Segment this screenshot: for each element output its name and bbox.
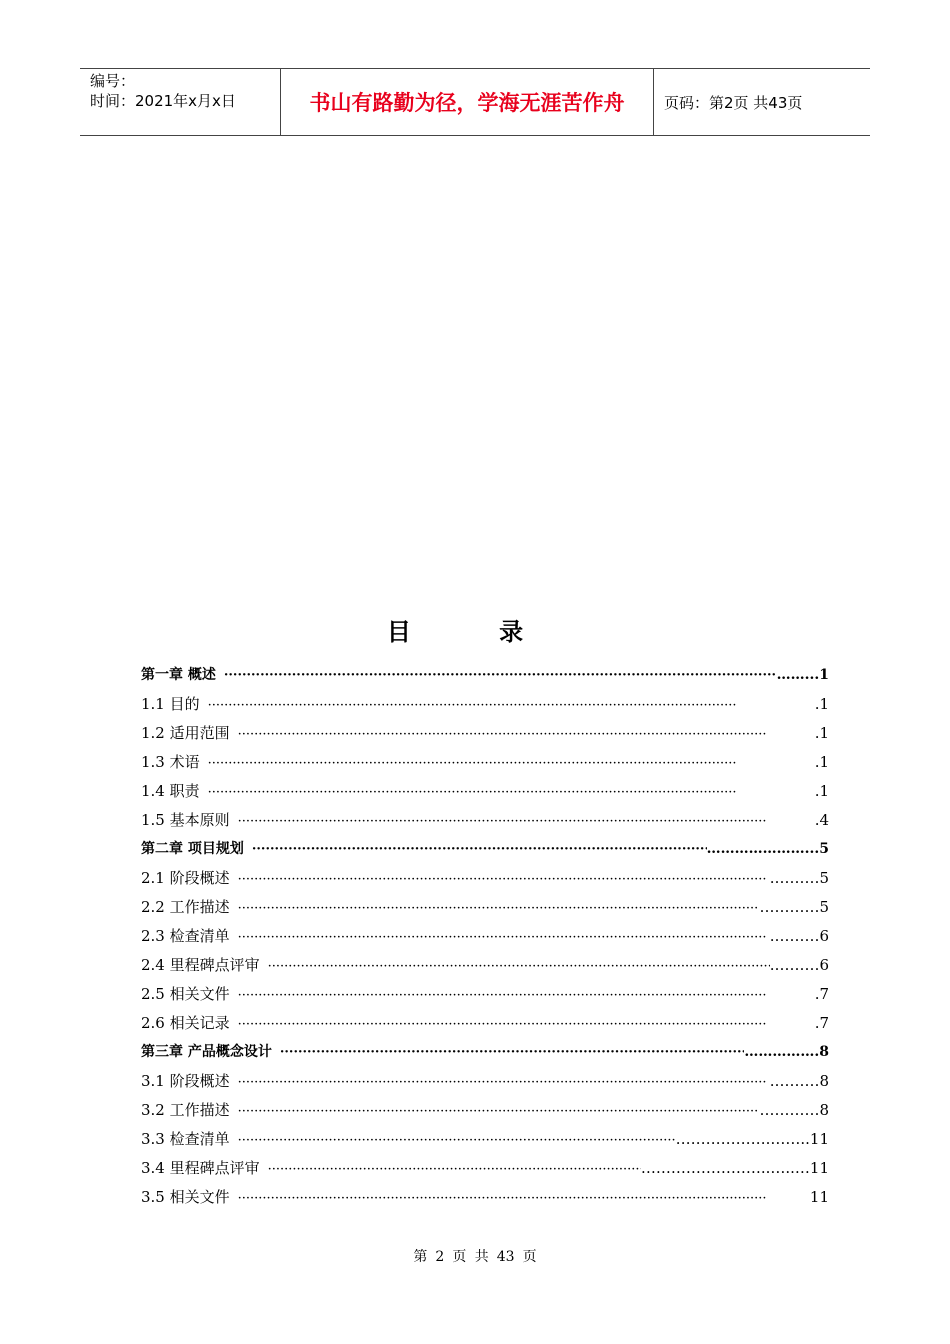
toc-entry-label: 3.3 检查清单 xyxy=(141,1130,230,1148)
toc-chapter-entry[interactable] xyxy=(141,664,829,693)
toc-entry-label: 3.1 阶段概述 xyxy=(141,1072,230,1090)
toc-entry-page: .1 xyxy=(814,724,829,742)
toc-dot-leader xyxy=(268,1162,641,1177)
document-time-label: 时间：2021年x月x日 xyxy=(90,92,236,110)
toc-section-entry[interactable] xyxy=(141,1157,829,1186)
toc-section-entry[interactable] xyxy=(141,954,829,983)
toc-entry-page: …………………...5 xyxy=(706,841,829,857)
toc-dot-leader xyxy=(208,698,815,713)
toc-section-entry[interactable] xyxy=(141,983,829,1012)
toc-entry-page: .4 xyxy=(814,811,829,829)
toc-section-entry[interactable] xyxy=(141,1012,829,1041)
toc-entry-label: 第三章 产品概念设计 xyxy=(141,1044,272,1060)
toc-entry-label: 2.1 阶段概述 xyxy=(141,869,230,887)
toc-entry-page: ……………….……..11 xyxy=(675,1130,829,1148)
footer-page-number: 2 xyxy=(435,1249,445,1265)
document-number-label: 编号： xyxy=(90,72,136,90)
toc-entry-label: 2.4 里程碑点评审 xyxy=(141,956,260,974)
toc-entry-label: 3.4 里程碑点评审 xyxy=(141,1159,260,1177)
footer-prefix: 第 xyxy=(413,1249,428,1265)
toc-entry-label: 1.2 适用范围 xyxy=(141,724,230,742)
header-motto: 书山有路勤为径，学海无涯苦作舟 xyxy=(281,69,654,135)
toc-dot-leader xyxy=(238,930,770,945)
toc-dot-leader xyxy=(238,872,770,887)
toc-dot-leader xyxy=(238,1017,815,1032)
toc-entry-page: .7 xyxy=(814,985,829,1003)
toc-section-entry[interactable] xyxy=(141,1186,829,1215)
toc-dot-leader xyxy=(252,842,707,857)
toc-title: 目 录 xyxy=(386,618,564,646)
toc-section-entry[interactable] xyxy=(141,693,829,722)
header-meta xyxy=(80,69,281,135)
toc-entry-page: .………6 xyxy=(769,927,829,945)
toc-entry-label: 1.1 目的 xyxy=(141,695,200,713)
toc-entry-label: 3.5 相关文件 xyxy=(141,1188,230,1206)
footer-middle: 页 共 xyxy=(452,1249,489,1265)
toc-dot-leader xyxy=(238,1104,760,1119)
toc-entry-label: 第二章 项目规划 xyxy=(141,841,244,857)
toc-entry-page: …………….8 xyxy=(744,1044,829,1060)
toc-entry-label: 1.5 基本原则 xyxy=(141,811,230,829)
toc-dot-leader xyxy=(238,1133,676,1148)
toc-entry-label: 2.2 工作描述 xyxy=(141,898,230,916)
toc-entry-page: ……...1 xyxy=(776,667,829,683)
toc-entry-page: …………5 xyxy=(759,898,829,916)
toc-entry-label: 2.6 相关记录 xyxy=(141,1014,230,1032)
table-of-contents xyxy=(141,664,829,1215)
page-header xyxy=(80,68,870,136)
toc-entry-page: 11 xyxy=(809,1188,829,1206)
toc-section-entry[interactable] xyxy=(141,1070,829,1099)
toc-dot-leader xyxy=(268,959,770,974)
toc-entry-page: .………6 xyxy=(769,956,829,974)
toc-entry-label: 1.3 术语 xyxy=(141,753,200,771)
toc-dot-leader xyxy=(238,727,815,742)
toc-section-entry[interactable] xyxy=(141,722,829,751)
toc-entry-page: .1 xyxy=(814,695,829,713)
toc-section-entry[interactable] xyxy=(141,867,829,896)
footer-suffix: 页 xyxy=(522,1249,537,1265)
toc-entry-page: .1 xyxy=(814,753,829,771)
toc-chapter-entry[interactable] xyxy=(141,838,829,867)
toc-dot-leader xyxy=(238,814,815,829)
footer-total-pages: 43 xyxy=(496,1249,515,1265)
toc-entry-page: .………5 xyxy=(769,869,829,887)
toc-dot-leader xyxy=(238,901,760,916)
toc-entry-label: 3.2 工作描述 xyxy=(141,1101,230,1119)
toc-entry-label: 第一章 概述 xyxy=(141,667,216,683)
toc-section-entry[interactable] xyxy=(141,896,829,925)
toc-section-entry[interactable] xyxy=(141,751,829,780)
toc-entry-page: .1 xyxy=(814,782,829,800)
toc-dot-leader xyxy=(224,668,777,683)
toc-dot-leader xyxy=(238,988,815,1003)
toc-dot-leader xyxy=(280,1045,745,1060)
toc-section-entry[interactable] xyxy=(141,925,829,954)
toc-dot-leader xyxy=(208,785,815,800)
toc-section-entry[interactable] xyxy=(141,809,829,838)
toc-section-entry[interactable] xyxy=(141,780,829,809)
toc-section-entry[interactable] xyxy=(141,1099,829,1128)
toc-entry-label: 1.4 职责 xyxy=(141,782,200,800)
toc-entry-page: ……………………..…..…11 xyxy=(640,1159,829,1177)
toc-entry-page: …………8 xyxy=(759,1101,829,1119)
header-page-info: 页码：第2页 共43页 xyxy=(664,93,803,112)
toc-entry-label: 2.3 检查清单 xyxy=(141,927,230,945)
toc-dot-leader xyxy=(238,1075,770,1090)
toc-entry-page: .7 xyxy=(814,1014,829,1032)
toc-chapter-entry[interactable] xyxy=(141,1041,829,1070)
toc-section-entry[interactable] xyxy=(141,1128,829,1157)
toc-dot-leader xyxy=(238,1191,810,1206)
toc-entry-label: 2.5 相关文件 xyxy=(141,985,230,1003)
toc-entry-page: .………8 xyxy=(769,1072,829,1090)
page-footer xyxy=(0,1246,950,1266)
toc-dot-leader xyxy=(208,756,815,771)
